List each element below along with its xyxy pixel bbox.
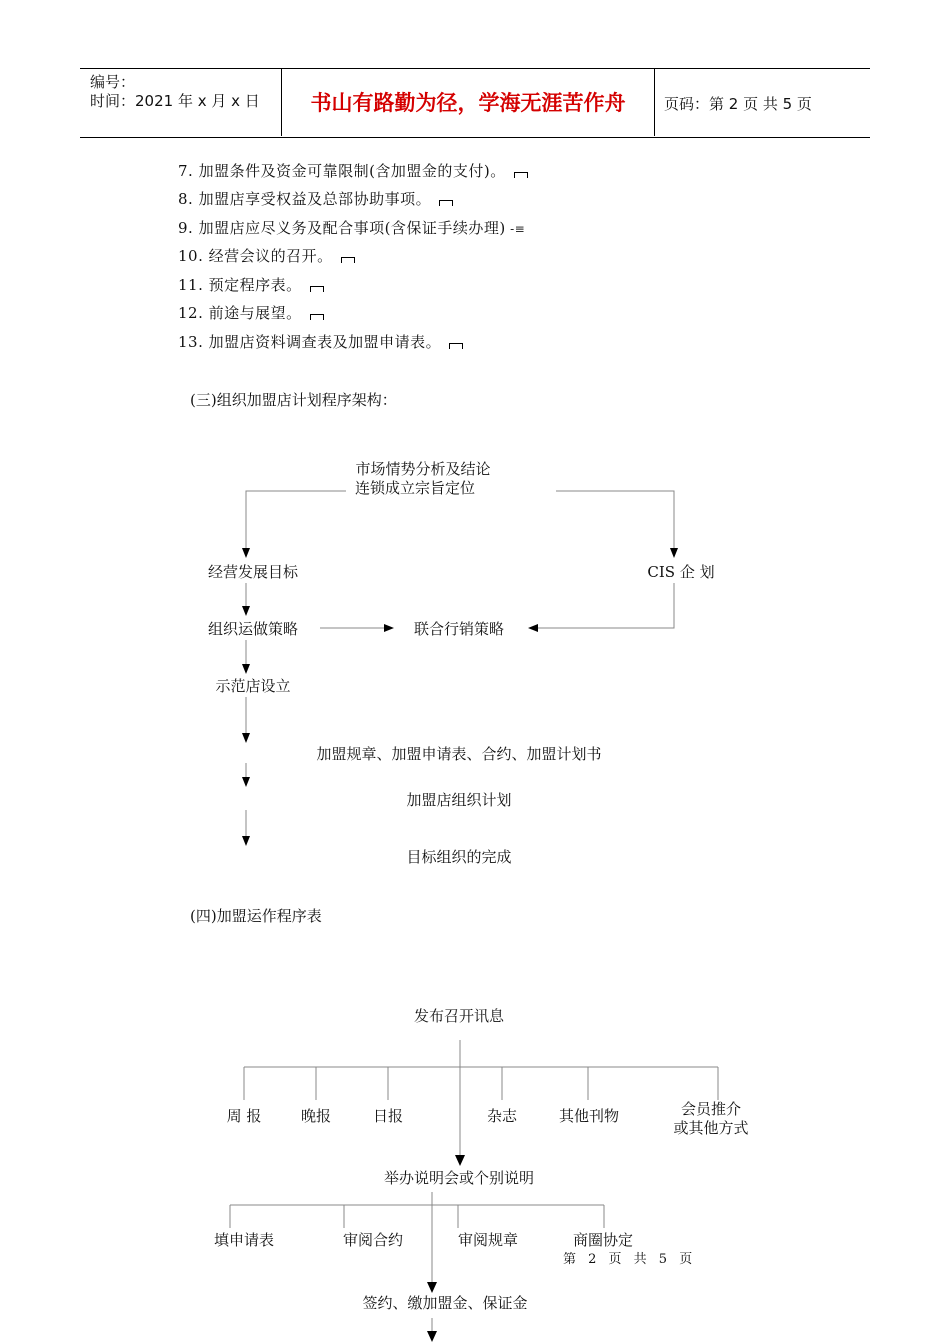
doc-code: 编号： <box>90 73 136 91</box>
flow-node-publish: 发布召开讯息 <box>413 1007 505 1025</box>
flow-node-demo-store: 示范店设立 <box>215 677 291 695</box>
flow-node-sign: 签约、缴加盟金、保证金 <box>362 1294 528 1312</box>
motto: 书山有路勤为径，学海无涯苦作舟 <box>310 91 626 115</box>
flow-node-member-other: 或其他方式 <box>673 1119 749 1137</box>
flow-node-step: 填申请表 <box>213 1231 275 1249</box>
flow-node-goal: 经营发展目标 <box>207 563 299 581</box>
page-number: 页码：第 2 页 共 5 页 <box>664 95 812 113</box>
flow-node-org-plan: 加盟店组织计划 <box>406 791 512 809</box>
flow-node-step: 审阅规章 <box>457 1231 519 1249</box>
list-item: 9. 加盟店应尽义务及配合事项(含保证手续办理) -≡ <box>178 219 526 237</box>
flow-node-media: 日报 <box>372 1107 404 1125</box>
flow-node-cis: CIS 企 划 <box>647 563 715 581</box>
list-item: 13. 加盟店资料调查表及加盟申请表。 <box>178 331 463 352</box>
doc-time: 时间：2021 年 x 月 x 日 <box>90 92 260 110</box>
section-title: (四)加盟运作程序表 <box>190 907 322 925</box>
flow-node-media: 周 报 <box>226 1107 262 1125</box>
flow-node-target: 目标组织的完成 <box>406 848 512 866</box>
flow-node-meeting: 举办说明会或个别说明 <box>383 1169 535 1187</box>
flow-node-strategy: 组织运做策略 <box>207 620 299 638</box>
list-item: 10. 经营会议的召开。 <box>178 245 355 266</box>
flow-node-step: 商圈协定 <box>572 1231 634 1249</box>
list-item: 8. 加盟店享受权益及总部协助事项。 <box>178 188 453 209</box>
page-footer: 第 2 页 共 5 页 <box>563 1252 697 1267</box>
list-item: 7. 加盟条件及资金可靠限制(含加盟金的支付)。 <box>178 160 528 181</box>
flow-node-positioning: 连锁成立宗旨定位 <box>354 479 476 497</box>
flow-node-joint-marketing: 联合行销策略 <box>413 620 505 638</box>
list-item: 12. 前途与展望。 <box>178 302 324 323</box>
flow-node-media: 杂志 <box>486 1107 518 1125</box>
flow-node-media: 晚报 <box>300 1107 332 1125</box>
list-item: 11. 预定程序表。 <box>178 274 324 295</box>
flow-node-step: 审阅合约 <box>342 1231 404 1249</box>
flow-node-market-analysis: 市场情势分析及结论 <box>355 460 491 478</box>
flow-node-member: 会员推介 <box>680 1100 742 1118</box>
flow-node-rules: 加盟规章、加盟申请表、合约、加盟计划书 <box>316 745 602 763</box>
section-title: (三)组织加盟店计划程序架构： <box>190 391 397 409</box>
flow-node-media: 其他刊物 <box>558 1107 620 1125</box>
